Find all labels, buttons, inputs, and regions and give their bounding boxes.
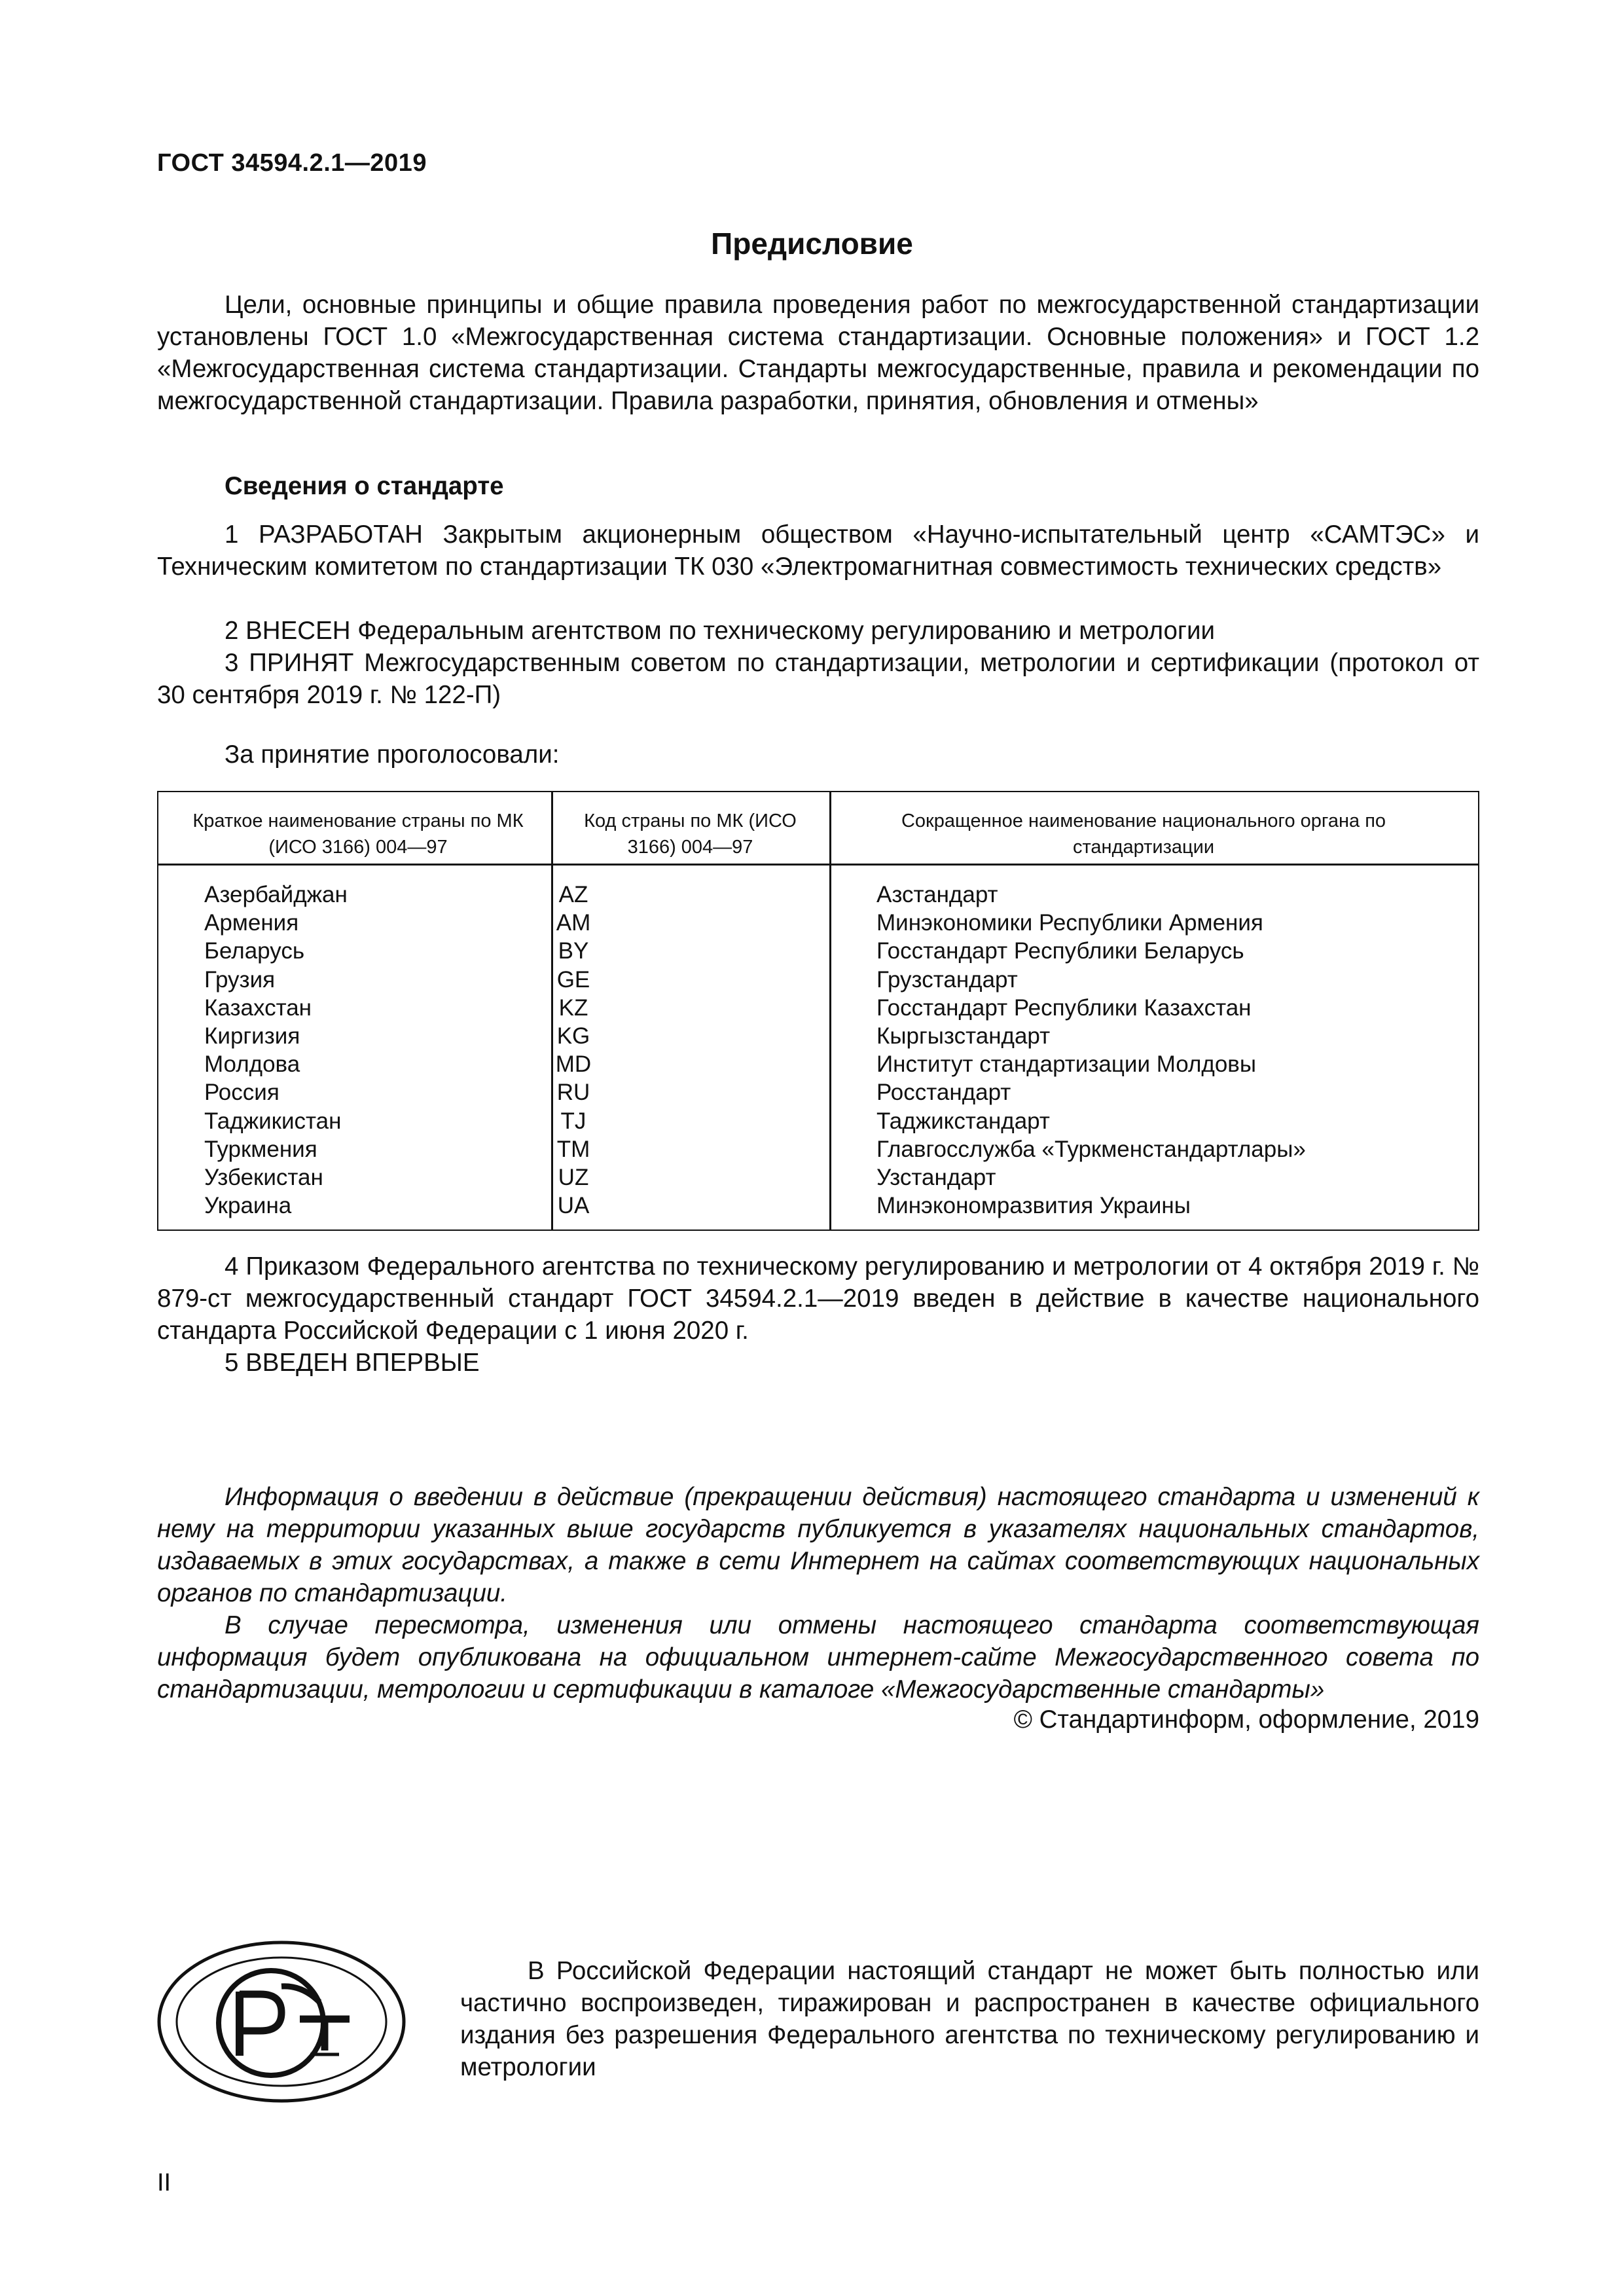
table-row [158,966,1478,994]
country-code: BY [558,938,589,964]
country-name: Казахстан [204,994,312,1021]
standards-body: Институт стандартизации Молдовы [876,1051,1257,1078]
country-name: Грузия [204,966,276,993]
item-first: 5 ВВЕДЕН ВПЕРВЫЕ [225,1349,480,1377]
voted-label: За принятие проголосовали: [225,740,560,769]
country-code: UZ [558,1164,589,1190]
rst-mark-icon [156,1939,407,2104]
standards-body: Азстандарт [876,882,998,907]
country-name: Молдова [204,1051,300,1078]
country-name: Таджикистан [204,1108,342,1134]
country-code: TM [556,1136,590,1162]
country-name: Туркмения [204,1136,317,1162]
item-adopted: 3 ПРИНЯТ Межгосударственным советом по стандартизации, метрологии и сертификации (протокол от 30 сентября 2019 г. № 122-П) [157,649,1479,709]
country-code: KG [556,1023,590,1049]
item-developed: 1 РАЗРАБОТАН Закрытым акционерным обществом «Научно-испытательный центр «САМТЭС» и Техническим комитетом по стандартизации ТК 030 «Электромагнитная совместимость технических средств» [157,520,1479,581]
country-code: GE [556,966,590,993]
standards-body: Госстандарт Республики Казахстан [876,994,1252,1021]
table-row [158,881,1478,909]
intro-paragraph: Цели, основные принципы и общие правила проведения работ по межгосударственной стандартизации установлены ГОСТ 1.0 «Межгосударственная система стандартизации. Основные положения» и ГОСТ 1.2 «Межгосударственная система стандартизации. Стандарты межгосударственные, правила и рекомендации по межгосударственной стандартизации. Правила разработки, принятия, обновления и отмены» [157,291,1479,415]
item-introduced: 2 ВНЕСЕН Федеральным агентством по техническому регулированию и метрологии [225,617,1215,645]
table-header-divider [158,864,1478,866]
standard-code: ГОСТ 34594.2.1—2019 [157,149,427,177]
table-row [158,994,1478,1022]
page-title: Предисловие [711,227,913,261]
country-code: UA [557,1193,590,1219]
table-row [158,1078,1478,1106]
country-code: AZ [558,882,588,907]
country-code: TJ [560,1108,586,1134]
rights-notice: В Российской Федерации настоящий стандарт не может быть полностью или частично воспроизведен, тиражирован и распространен в качестве официального издания без разрешения Федерального агентства по техническому регулированию и метрологии [460,1957,1479,2081]
copyright-line: © Стандартинформ, оформление, 2019 [1013,1705,1479,1734]
country-code: MD [555,1051,592,1078]
table-header-body: Сокращенное наименование национального органа по стандартизации [901,811,1386,858]
country-code: AM [556,910,591,936]
standards-body: Главгосслужба «Туркменстандартлары» [876,1136,1306,1162]
table-row [158,937,1478,965]
standards-body: Госстандарт Республики Беларусь [876,938,1244,964]
page-number: II [157,2169,171,2196]
country-name: Украина [204,1193,292,1219]
item-order: 4 Приказом Федерального агентства по техническому регулированию и метрологии от 4 октября 2019 г. № 879-ст межгосударственный стандарт ГОСТ 34594.2.1—2019 введен в действие в качестве национального стандарта Российской Федерации с 1 июня 2020 г. [157,1252,1479,1345]
standards-body: Узстандарт [876,1164,996,1190]
table-header-code: Код страны по МК (ИСО 3166) 004—97 [584,811,797,858]
info-heading: Сведения о стандарте [225,472,504,500]
standards-body: Минэкономразвития Украины [876,1193,1191,1219]
country-name: Беларусь [204,938,305,964]
table-row [158,1192,1478,1220]
standards-body: Кыргызстандарт [876,1023,1051,1049]
table-row [158,1163,1478,1192]
country-name: Армения [204,910,299,936]
country-code: RU [556,1080,590,1106]
country-name: Киргизия [204,1023,300,1049]
standards-body: Росстандарт [876,1080,1011,1106]
notice-paragraph-2: В случае пересмотра, изменения или отмены настоящего стандарта соответствующая информация будет опубликована на официальном интернет-сайте Межгосударственного совета по стандартизации, метрологии и сертификации в каталоге «Межгосударственные стандарты» [157,1611,1479,1704]
table-row [158,1135,1478,1163]
table-row [158,1050,1478,1078]
country-name: Узбекистан [204,1164,323,1190]
table-header-country: Краткое наименование страны по МК (ИСО 3166) 004—97 [192,811,524,858]
table-row [158,1107,1478,1135]
standards-body: Минэкономики Республики Армения [876,910,1263,936]
table-body [158,881,1478,1220]
table-row [158,909,1478,937]
standards-body: Таджикстандарт [876,1108,1050,1134]
notice-paragraph-1: Информация о введении в действие (прекращении действия) настоящего стандарта и изменений к нему на территории указанных выше государств публикуется в указателях национальных стандартов, издаваемых в этих государствах, а также в сети Интернет на сайтах соответствующих национальных органов по стандартизации. [157,1483,1479,1607]
table-row [158,1022,1478,1050]
country-name: Азербайджан [204,882,348,907]
country-code: KZ [558,994,588,1021]
country-name: Россия [204,1080,280,1106]
standards-body: Грузстандарт [876,966,1018,993]
voting-table [157,791,1479,1231]
